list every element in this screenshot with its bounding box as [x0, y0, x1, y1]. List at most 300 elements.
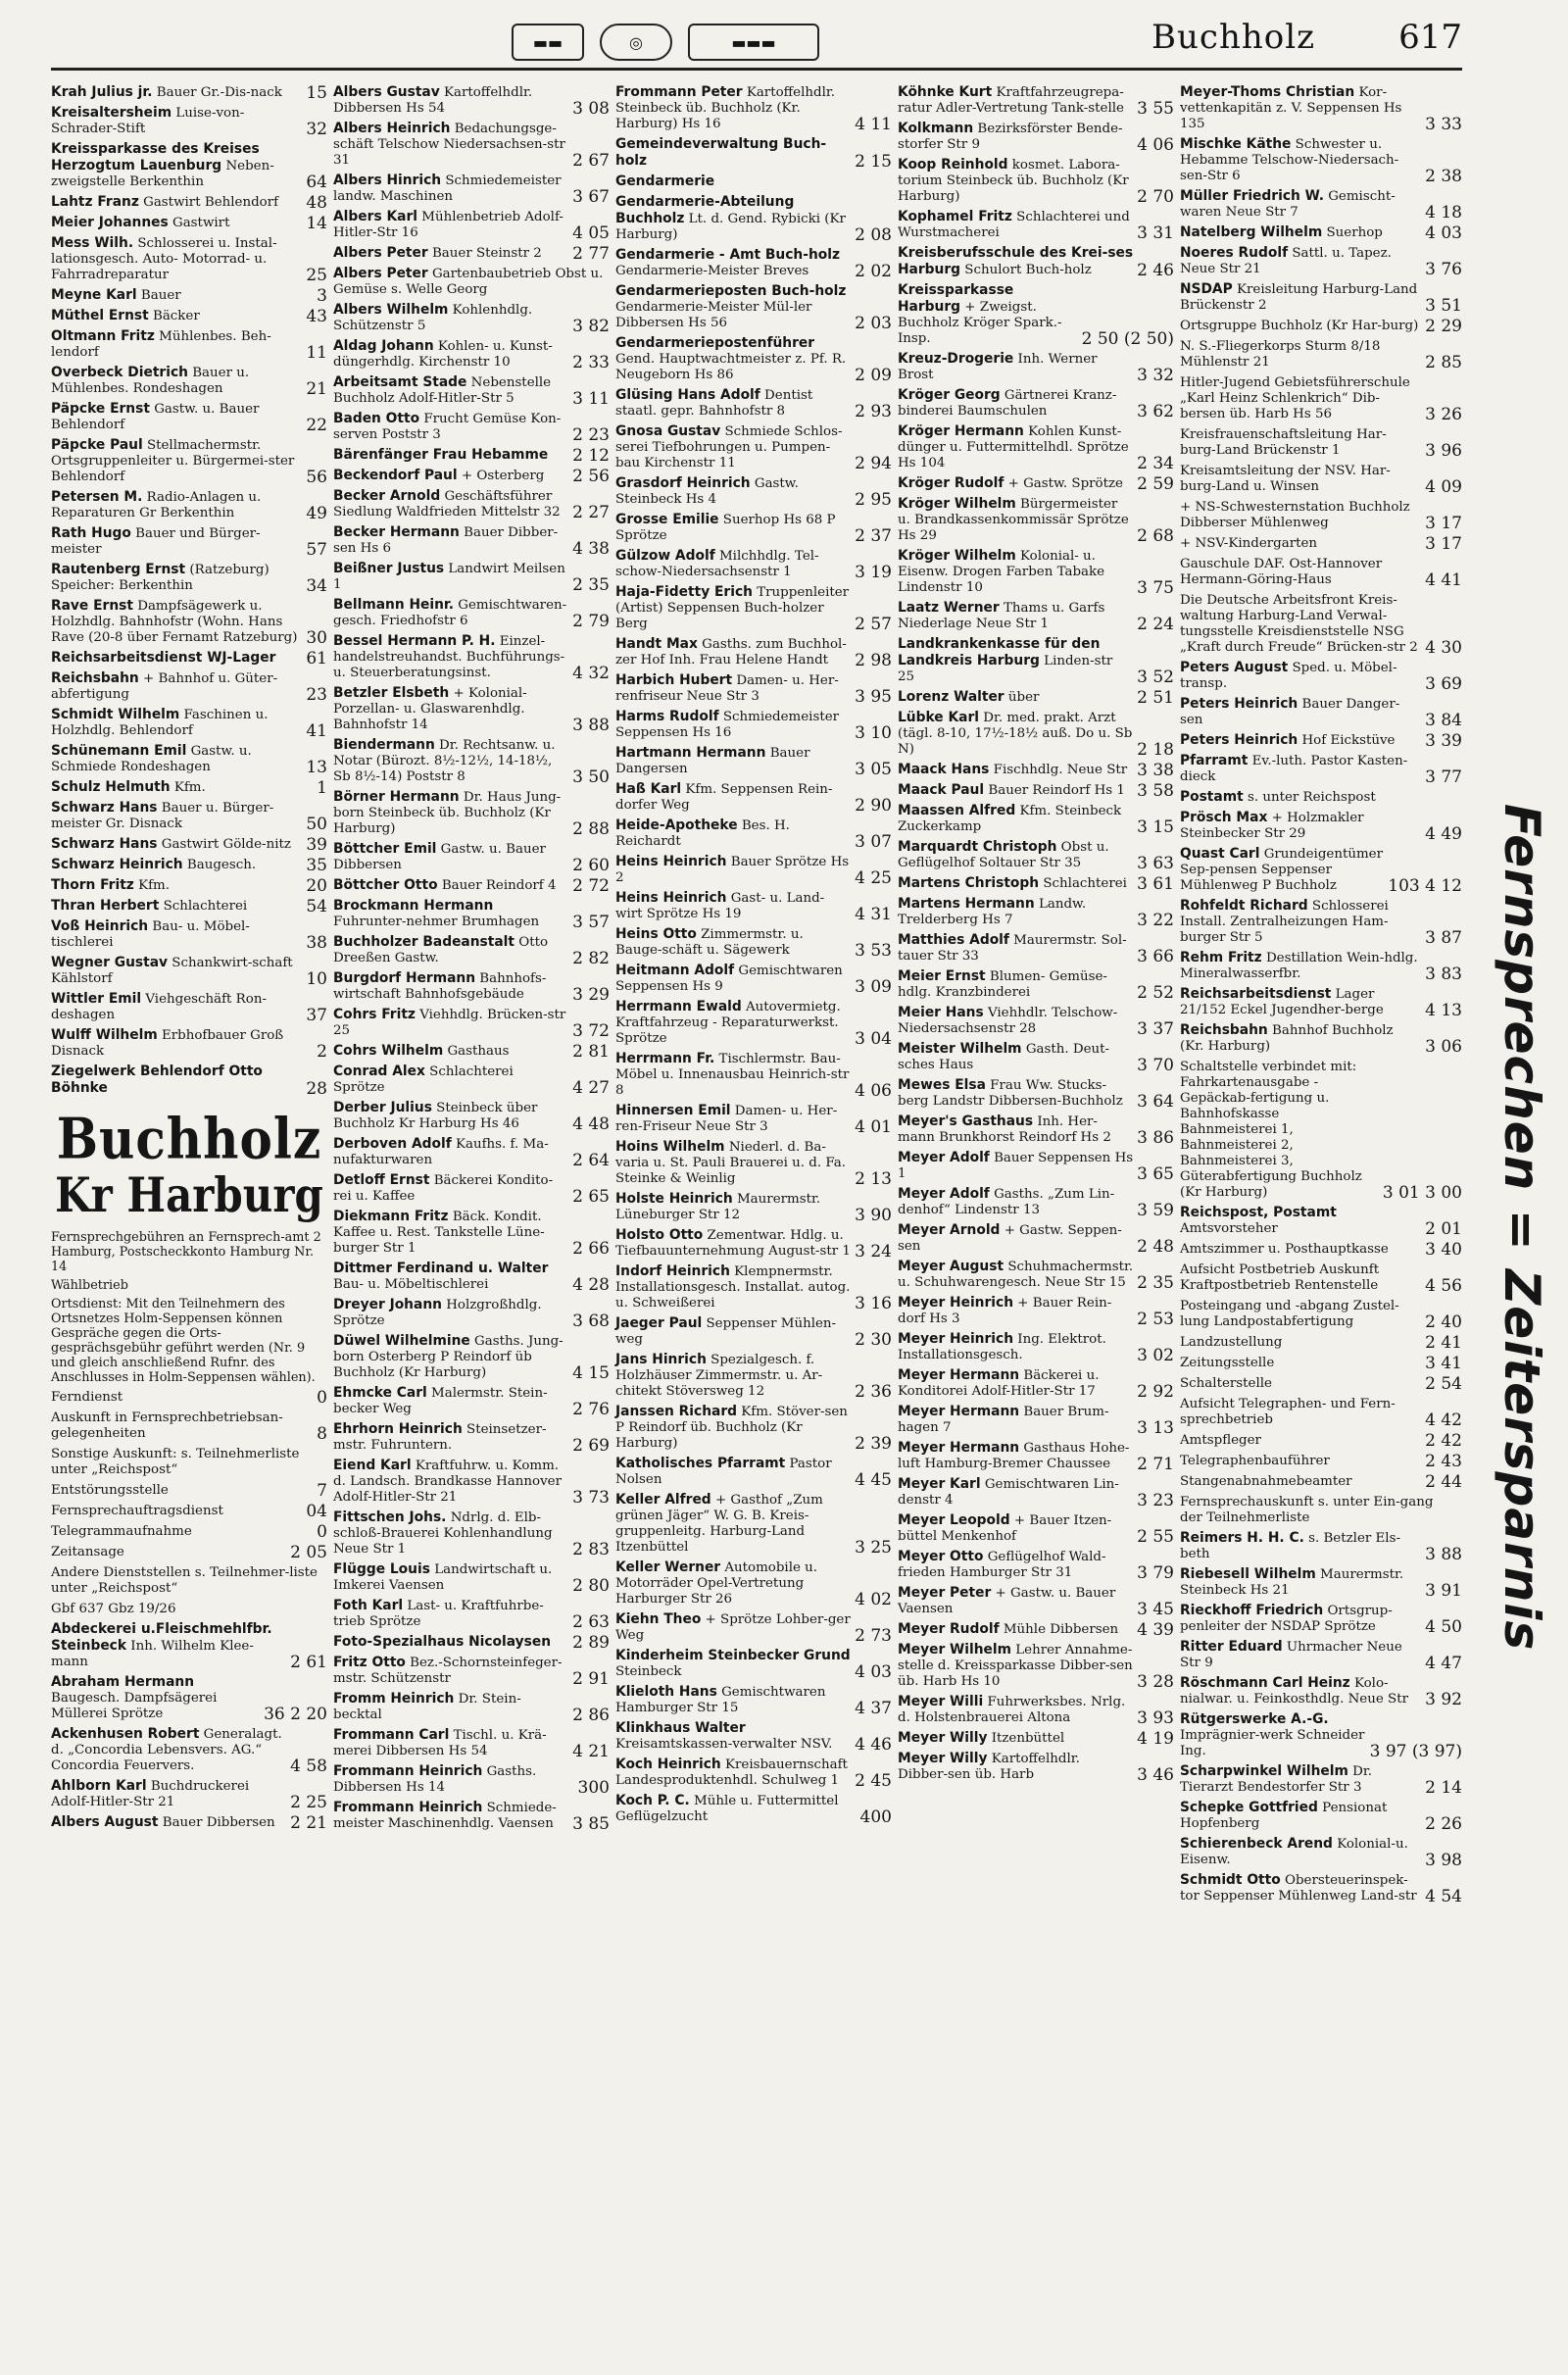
directory-entry: [1180, 463, 1462, 495]
entry-description: Nebenstelle Buchholz Adolf-Hitler-Str 5: [333, 375, 552, 406]
entry-description: Baugesch. Dampfsägerei Müllerei Sprötze: [51, 1691, 218, 1721]
directory-entry: [898, 1730, 1174, 1747]
entry-list: [333, 84, 610, 1832]
phone-number: 2 89: [572, 1633, 610, 1653]
phone-number: 2 45: [855, 1771, 892, 1791]
entry-text: [1180, 1675, 1425, 1707]
directory-entry: [898, 1150, 1174, 1182]
phone-number: 4 48: [572, 1114, 610, 1134]
directory-entry: [615, 963, 892, 995]
entry-description: Kartoffelhdlr. Dibber-sen üb. Harb: [898, 1752, 1080, 1782]
phone-number: 4 37: [855, 1699, 892, 1718]
phone-number: 2 33: [572, 353, 610, 372]
entry-name: Albers Peter: [333, 245, 428, 261]
directory-entry: [615, 335, 892, 383]
entry-text: [615, 1559, 855, 1608]
phone-number: 3 95: [855, 687, 892, 707]
phone-number: 2 39: [855, 1434, 892, 1454]
directory-entry: [333, 245, 610, 262]
phone-number: 3 93: [1137, 1708, 1174, 1728]
entry-text: [333, 970, 572, 1003]
directory-entry: [333, 374, 610, 407]
entry-text: [51, 1544, 290, 1560]
phone-number: 2 21: [290, 1813, 327, 1833]
entry-list: [51, 1389, 327, 1831]
phone-number: 3 86: [1137, 1128, 1174, 1148]
directory-entry: [1180, 318, 1462, 334]
entry-text: [51, 1410, 317, 1442]
phone-number: 3 28: [1137, 1672, 1174, 1692]
entry-name: Katholisches Pfarramt: [615, 1456, 786, 1471]
entry-name: Thran Herbert: [51, 898, 160, 914]
entry-name: NSDAP: [1180, 281, 1233, 297]
directory-entry: [1180, 1262, 1462, 1294]
entry-name: Meyer Karl: [898, 1476, 981, 1492]
entry-description: Maurermstr. Lüneburger Str 12: [615, 1192, 821, 1222]
entry-text: [898, 121, 1137, 153]
entry-name: Herrmann Ewald: [615, 999, 742, 1014]
entry-text: [615, 781, 855, 814]
entry-name: Dittmer Ferdinand u. Walter: [333, 1261, 549, 1276]
directory-entry: [333, 447, 610, 464]
phone-number: 3 25: [855, 1538, 892, 1558]
directory-entry: [51, 401, 327, 433]
directory-entry: [333, 737, 610, 785]
phone-number: 2 90: [855, 796, 892, 816]
directory-entry: [615, 1720, 892, 1753]
entry-text: [898, 600, 1137, 632]
entry-description: + Bauer Rein-dorf Hs 3: [898, 1296, 1112, 1326]
phone-number: 1: [317, 778, 327, 798]
entry-text: [898, 1186, 1137, 1218]
entry-name: Börner Hermann: [333, 789, 460, 805]
entry-text: [333, 488, 572, 520]
entry-name: Gendarmerie - Amt Buch-holz: [615, 247, 841, 263]
entry-text: [898, 475, 1137, 492]
directory-entry: [615, 584, 892, 632]
phone-number: 2: [317, 1042, 327, 1062]
directory-entry: [615, 1648, 892, 1680]
phone-number: 3 87: [1425, 928, 1462, 948]
phone-number: 3 68: [572, 1311, 610, 1331]
directory-entry: [333, 1634, 610, 1651]
phone-number: 2 54: [1425, 1374, 1462, 1394]
entry-text: [898, 1751, 1137, 1783]
entry-text: [898, 762, 1137, 778]
phone-number: 2 53: [1137, 1310, 1174, 1329]
phone-number: 2 82: [572, 949, 610, 968]
entry-text: [615, 926, 855, 959]
entry-description: Gemischtwaren Seppensen Hs 9: [615, 964, 843, 994]
directory-entry: [615, 999, 892, 1047]
entry-description: + NSV-Kindergarten: [1180, 536, 1318, 551]
service-note: Wählbetrieb: [51, 1278, 128, 1293]
entry-name: Heitmann Adolf: [615, 963, 735, 978]
entry-description: Kreisamtsleitung der NSV. Har-burg-Land u. Winsen: [1180, 464, 1391, 494]
entry-name: Ahlborn Karl: [51, 1778, 147, 1794]
entry-text: [1180, 374, 1425, 422]
entry-text: [51, 84, 306, 101]
phone-number: 4 27: [572, 1078, 610, 1098]
directory-entry: [333, 1763, 610, 1796]
directory-entry: [615, 1103, 892, 1135]
phone-number: 4 15: [572, 1363, 610, 1383]
phone-number: 3 64: [1137, 1092, 1174, 1112]
entry-name: Hinnersen Emil: [615, 1103, 731, 1118]
entry-text: [898, 496, 1137, 544]
entry-text: [333, 1634, 572, 1651]
directory-entry: [51, 84, 327, 101]
directory-entry: [898, 1367, 1174, 1400]
phone-number: 3 19: [855, 563, 892, 582]
directory-entry: [1180, 1675, 1462, 1707]
phone-number: 32: [306, 120, 327, 139]
directory-entry: [615, 1611, 892, 1644]
service-note: Ortsdienst: Mit den Teilnehmern des Ortsnetzes Holm-Seppensen können Gespräche gegen die Orts-gesprächsgebühr geführt werden (Nr. 9 und gleich anschließend Rufnr. des Anschlusses in Holm-Seppensen wählen).: [51, 1297, 316, 1385]
entry-name: Harms Rudolf: [615, 709, 719, 724]
phone-number: 2 80: [572, 1576, 610, 1596]
entry-description: Einzel-handelstreuhandst. Buchführungs- u. Steuerberatungsinst.: [333, 634, 565, 680]
entry-name: Meyer Leopold: [898, 1512, 1010, 1528]
directory-entry: [1180, 592, 1462, 656]
entry-name: Meyer Hermann: [898, 1404, 1020, 1419]
entry-text: [333, 245, 572, 262]
entry-description: Steinbeck: [615, 1664, 682, 1679]
entry-description: Kfm.: [133, 878, 171, 893]
directory-entry: [51, 650, 327, 667]
phone-number: 3 82: [572, 317, 610, 336]
entry-description: Schlosserei Install. Zentralheizungen Ham-burger Str 5: [1180, 899, 1389, 945]
entry-name: Harbich Hubert: [615, 672, 733, 688]
entry-description: Gemischt-waren Neue Str 7: [1180, 189, 1396, 220]
entry-description: Bäcker: [148, 309, 200, 323]
entry-list: [615, 84, 892, 1825]
phone-number: 4 01: [855, 1117, 892, 1137]
entry-description: Bauer u. Bürger-meister Gr. Disnack: [51, 801, 274, 831]
entry-name: Fromm Heinrich: [333, 1691, 455, 1707]
entry-text: [1180, 1205, 1425, 1237]
entry-name: Köhnke Kurt: [898, 84, 993, 100]
phone-number: 2 09: [855, 366, 892, 385]
entry-text: [898, 1222, 1137, 1255]
entry-name: Bellmann Heinr.: [333, 597, 454, 613]
entry-name: Heins Otto: [615, 926, 697, 942]
directory-entry: [51, 1814, 327, 1831]
directory-entry: [51, 779, 327, 796]
entry-text: [615, 1139, 855, 1187]
directory-entry: [333, 524, 610, 557]
directory-entry: [1180, 1334, 1462, 1351]
phone-number: 2 08: [855, 225, 892, 245]
entry-name: Detloff Ernst: [333, 1172, 430, 1188]
entry-description: + Gastw. u. Bauer Vaensen: [898, 1586, 1116, 1616]
entry-name: Meyer-Thoms Christian: [1180, 84, 1355, 100]
phone-number: 2 01: [1425, 1219, 1462, 1239]
entry-text: [898, 548, 1137, 596]
directory-entry: [51, 287, 327, 304]
entry-description: Aufsicht Telegraphen- und Fern-sprechbetrieb: [1180, 1397, 1396, 1427]
directory-entry: [333, 597, 610, 629]
directory-entry: [51, 215, 327, 231]
entry-text: [51, 235, 306, 283]
entry-name: Bessel Hermann P. H.: [333, 633, 496, 649]
directory-entry: [615, 136, 892, 170]
entry-text: [333, 302, 572, 334]
phone-number: 2 36: [855, 1382, 892, 1402]
phone-number: 3 75: [1137, 578, 1174, 598]
entry-name: Wegner Gustav: [51, 955, 169, 970]
entry-text: [615, 584, 855, 632]
entry-text: [51, 401, 306, 433]
column-3: [615, 84, 892, 1829]
entry-text: [898, 245, 1137, 278]
phone-number: 2 30: [855, 1330, 892, 1350]
directory-entry: [1180, 1530, 1462, 1562]
section-title: Buchholz: [56, 1105, 322, 1172]
entry-name: Frommann Heinrich: [333, 1800, 483, 1815]
phone-number: 61: [306, 649, 327, 668]
phone-number: 3 61: [1137, 874, 1174, 894]
directory-entry: [51, 1027, 327, 1060]
entry-description: über: [1004, 690, 1040, 705]
entry-description: + Holzmakler Steinbecker Str 29: [1180, 811, 1364, 841]
directory-entry: [333, 970, 610, 1003]
entry-name: Meier Johannes: [51, 215, 169, 230]
phone-number: 14: [306, 214, 327, 233]
entry-description: Bauer Gr.-Dis-nack: [152, 85, 282, 100]
entry-description: Gastwirt: [168, 216, 230, 230]
phone-number: 3 32: [1137, 366, 1174, 385]
entry-text: [1180, 1298, 1425, 1330]
entry-description: Schalterstelle: [1180, 1376, 1272, 1391]
entry-name: Meyer Adolf: [898, 1186, 990, 1202]
directory-entry: [1180, 338, 1462, 371]
phone-number: 3 33: [1425, 115, 1462, 134]
directory-entry: [51, 1389, 327, 1406]
phone-number: 3 50: [572, 767, 610, 787]
entry-name: Hoins Wilhelm: [615, 1139, 725, 1155]
entry-text: [898, 803, 1137, 835]
entry-description: Seppenser Mühlen-weg: [615, 1316, 837, 1347]
directory-entry: [333, 338, 610, 371]
entry-description: + Osterberg: [457, 469, 545, 483]
directory-entry: [615, 781, 892, 814]
phone-number: 04: [306, 1502, 327, 1521]
entry-description: Gendarmerie-Meister Mül-ler Dibbersen Hs 56: [615, 300, 812, 330]
entry-name: Abraham Hermann: [51, 1674, 195, 1690]
entry-name: Müller Friedrich W.: [1180, 188, 1324, 204]
entry-text: [1180, 1453, 1425, 1469]
entry-text: [898, 1642, 1137, 1690]
entry-text: [51, 308, 306, 324]
directory-entry: [333, 1800, 610, 1832]
entry-name: Maack Hans: [898, 762, 990, 777]
phone-number: 3 70: [1137, 1056, 1174, 1075]
entry-name: Albers Heinrich: [333, 121, 451, 136]
phone-number: 2 37: [855, 526, 892, 546]
entry-description: Ev.-luth. Pastor Kasten-dieck: [1180, 754, 1408, 784]
directory-entry: [51, 1446, 327, 1478]
entry-name: Mess Wilh.: [51, 235, 134, 251]
entry-description: Faschinen u. Holzhdlg. Behlendorf: [51, 708, 269, 738]
phone-number: 2 61: [290, 1653, 327, 1672]
entry-name: Scharpwinkel Wilhelm: [1180, 1763, 1348, 1779]
entry-text: [615, 817, 855, 850]
entry-description: Bürgermeister u. Brandkassenkommissär Sprötze Hs 29: [898, 497, 1129, 543]
phone-number: 2 48: [1137, 1237, 1174, 1257]
entry-description: Kolo-nialwar. u. Feinkosthdlg. Neue Str: [1180, 1676, 1408, 1707]
entry-text: [333, 374, 572, 407]
phone-number: 2 72: [572, 876, 610, 896]
phone-number: 3 45: [1137, 1600, 1174, 1619]
entry-text: [898, 896, 1137, 928]
phone-number: 2 46: [1137, 261, 1174, 280]
entry-name: Schulz Helmuth: [51, 779, 171, 795]
phone-number: 2 25: [290, 1793, 327, 1812]
entry-name: Schwarz Hans: [51, 836, 158, 852]
directory-entry: [1180, 535, 1462, 552]
directory-entry: [615, 194, 892, 243]
entry-list: [898, 84, 1174, 1783]
directory-entry: [1180, 426, 1462, 459]
entry-name: Heide-Apotheke: [615, 817, 738, 833]
entry-text: [1180, 136, 1425, 184]
entry-description: Bauer Sprötze Hs 2: [615, 855, 850, 885]
entry-text: [1180, 499, 1425, 531]
phone-number: 2 67: [572, 151, 610, 171]
directory-entry: [51, 836, 327, 853]
directory-entry: [1180, 898, 1462, 946]
phone-number: 3 62: [1137, 402, 1174, 421]
entry-description: Schmiede Schlos-serei Tiefbohrungen u. Pumpen-bau Kirchenstr 11: [615, 424, 843, 470]
header-ornament-center: ◎: [600, 24, 672, 61]
entry-text: [615, 194, 855, 243]
entry-name: Wittler Emil: [51, 991, 142, 1007]
directory-entry: [898, 84, 1174, 117]
directory-entry: [1180, 1396, 1462, 1428]
directory-entry: [615, 1492, 892, 1556]
entry-description: Kfm. Seppensen Rein-dorfer Weg: [615, 782, 833, 813]
entry-name: Reimers H. H. C.: [1180, 1530, 1304, 1546]
entry-text: [898, 1295, 1137, 1327]
entry-description: Bauer Brum-hagen 7: [898, 1405, 1109, 1435]
phone-number: 3 15: [1137, 817, 1174, 837]
entry-description: Neben-zweigstelle Berkenthin: [51, 159, 274, 189]
entry-description: Automobile u. Motorräder Opel-Vertretung Harburger Str 26: [615, 1560, 818, 1607]
entry-description: Auskunft in Fernsprechbetriebsan-gelegenheiten: [51, 1410, 283, 1441]
phone-number: 43: [306, 307, 327, 326]
directory-entry: [333, 1007, 610, 1039]
entry-name: Rautenberg Ernst: [51, 562, 186, 577]
phone-number: 3 23: [1137, 1491, 1174, 1510]
entry-description: Kartoffelhdlr. Dibbersen Hs 54: [333, 85, 533, 116]
directory-entry: [1180, 1603, 1462, 1635]
directory-entry: [898, 689, 1174, 706]
entry-text: [333, 1800, 572, 1832]
entry-text: [898, 968, 1137, 1001]
entry-text: [1180, 245, 1425, 277]
entry-text: [615, 512, 855, 544]
entry-text: [615, 636, 855, 668]
directory-entry: [615, 854, 892, 886]
directory-entry: [615, 1757, 892, 1789]
phone-number: 2 83: [572, 1540, 610, 1559]
entry-name: Meyne Karl: [51, 287, 137, 303]
entry-text: [898, 636, 1137, 685]
entry-text: [51, 1814, 290, 1831]
directory-entry: [898, 475, 1174, 492]
directory-entry: [898, 636, 1174, 685]
phone-number: 3 83: [1425, 965, 1462, 984]
entry-description: Amtsvorsteher: [1180, 1221, 1278, 1236]
entry-description: Stangenabnahmebeamter: [1180, 1474, 1352, 1489]
directory-entry: [1180, 84, 1462, 132]
entry-text: [615, 1103, 855, 1135]
entry-name: Haja-Fidetty Erich: [615, 584, 753, 600]
entry-description: s. unter Reichspost: [1243, 790, 1376, 805]
entry-name: Oltmann Fritz: [51, 328, 155, 344]
entry-description: Thams u. Garfs Niederlage Neue Str 1: [898, 601, 1105, 631]
entry-name: Frommann Carl: [333, 1727, 450, 1743]
entry-text: [333, 1421, 572, 1454]
entry-name: Diekmann Fritz: [333, 1209, 449, 1224]
entry-description: Landw. Trelderberg Hs 7: [898, 897, 1087, 927]
entry-description: Bauer Reindorf Hs 1: [984, 783, 1125, 798]
entry-description: Fuhrwerksbes. Nrlg. d. Holstenbrauerei Altona: [898, 1695, 1126, 1725]
entry-description: Obst u. Geflügelhof Soltauer Str 35: [898, 840, 1109, 870]
entry-description: Ferndienst: [51, 1390, 123, 1405]
phone-number: 22: [306, 416, 327, 435]
entry-description: Last- u. Kraftfuhrbe-trieb Sprötze: [333, 1599, 544, 1629]
entry-name: Rütgerswerke A.-G.: [1180, 1711, 1329, 1727]
entry-text: [333, 266, 610, 298]
directory-entry: [333, 121, 610, 169]
entry-name: Klinkhaus Walter: [615, 1720, 746, 1736]
entry-name: Kophamel Fritz: [898, 209, 1012, 224]
directory-entry: [51, 800, 327, 832]
entry-name: Meyer Willy: [898, 1751, 988, 1766]
page-number: 617: [1398, 18, 1462, 57]
directory-entry: [51, 489, 327, 521]
entry-description: Kartoffelhdlr. Steinbeck üb. Buchholz (Kr. Harburg) Hs 16: [615, 85, 836, 131]
entry-description: Schlachterei und Wurstmacherei: [898, 210, 1130, 240]
entry-text: [898, 1730, 1137, 1747]
entry-text: [898, 351, 1137, 383]
phone-number: 3 90: [855, 1206, 892, 1225]
entry-description: Gärtnerei Kranz-binderei Baumschulen: [898, 388, 1117, 419]
entry-text: [1180, 986, 1425, 1018]
entry-name: Düwel Wilhelmine: [333, 1333, 470, 1349]
entry-description: Destillation Wein-hdlg. Mineralwasserfbr.: [1180, 951, 1418, 981]
entry-name: Jaeger Paul: [615, 1315, 703, 1331]
phone-number: 3 77: [1425, 767, 1462, 787]
entry-description: Ortsgruppe Buchholz (Kr Har-burg): [1180, 319, 1419, 333]
directory-entry: [615, 1793, 892, 1825]
entry-description: Gemischtwaren Hamburger Str 15: [615, 1685, 826, 1715]
entry-name: Derboven Adolf: [333, 1136, 452, 1152]
directory-entry: [898, 1621, 1174, 1638]
directory-entry: [51, 194, 327, 211]
entry-text: [1180, 592, 1425, 656]
entry-text: [51, 1523, 317, 1540]
phone-number: 3: [317, 286, 327, 306]
entry-text: [333, 1509, 572, 1558]
entry-name: Thorn Fritz: [51, 877, 134, 893]
phone-number: 3 96: [1425, 441, 1462, 461]
entry-name: Buchholzer Badeanstalt: [333, 934, 514, 950]
entry-text: [333, 121, 572, 169]
entry-description: Viehhdlr. Telschow-Niedersachsenstr 28: [898, 1006, 1118, 1036]
